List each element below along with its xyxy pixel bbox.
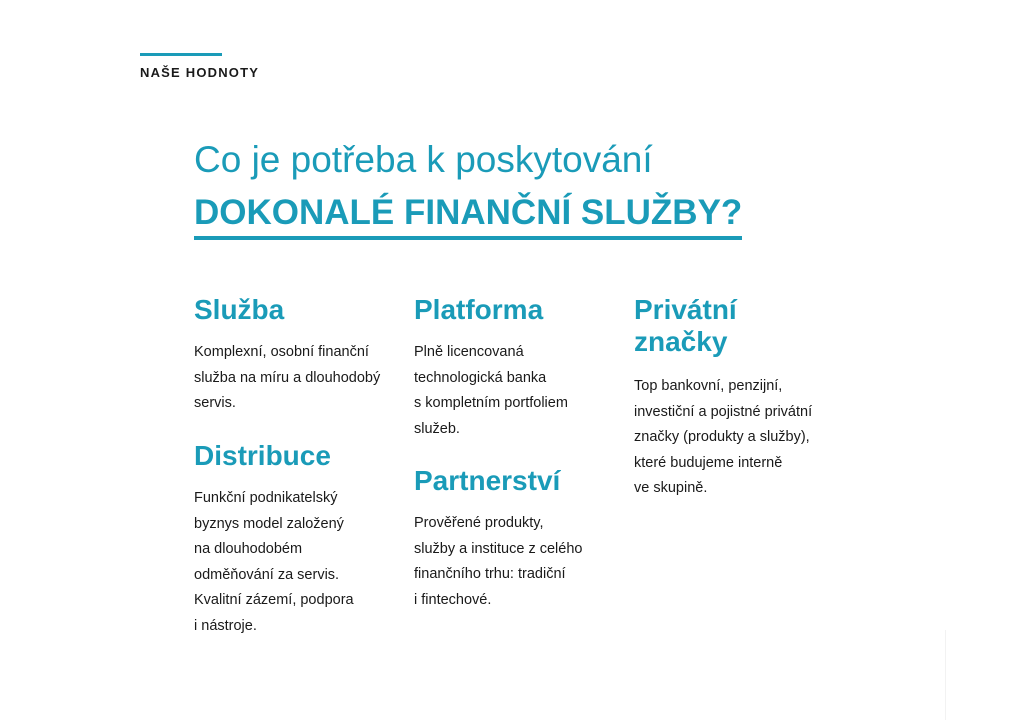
- value-description: Komplexní, osobní finanční služba na míru a dlouhodobý servis.: [194, 344, 381, 411]
- value-card-distribuce: [194, 440, 404, 639]
- section-label: NAŠE HODNOTY: [140, 65, 260, 80]
- value-description: Plně licencovaná technologická banka s kompletním portfoliem služeb.: [414, 344, 568, 437]
- value-heading: Služba: [194, 294, 285, 325]
- value-description: Top bankovní, penzijní, investiční a pojistné privátní značky (produkty a služby), které budujeme interně ve skupině.: [634, 378, 813, 496]
- value-card-partnerstvi: [414, 465, 614, 613]
- value-card-platforma: [414, 294, 614, 442]
- value-description: Prověřené produkty, služby a instituce z celého finančního trhu: tradiční i fintechové.: [414, 515, 583, 608]
- value-description: Funkční podnikatelský byznys model založený na dlouhodobém odměňování za servis. Kvalitní zázemí, podpora i nástroje.: [194, 490, 354, 634]
- value-card-sluzba: [194, 294, 404, 417]
- decorative-divider: [945, 630, 946, 720]
- section-accent-bar: [140, 53, 222, 56]
- value-card-privatni-znacky: [634, 294, 864, 502]
- value-heading: Privátní značky: [634, 294, 737, 357]
- value-heading: Platforma: [414, 294, 544, 325]
- value-heading: Distribuce: [194, 440, 331, 471]
- value-heading: Partnerství: [414, 465, 561, 496]
- page-title-line-2: DOKONALÉ FINANČNÍ SLUŽBY?: [194, 192, 742, 240]
- page-title-line-1: Co je potřeba k poskytování: [194, 139, 653, 180]
